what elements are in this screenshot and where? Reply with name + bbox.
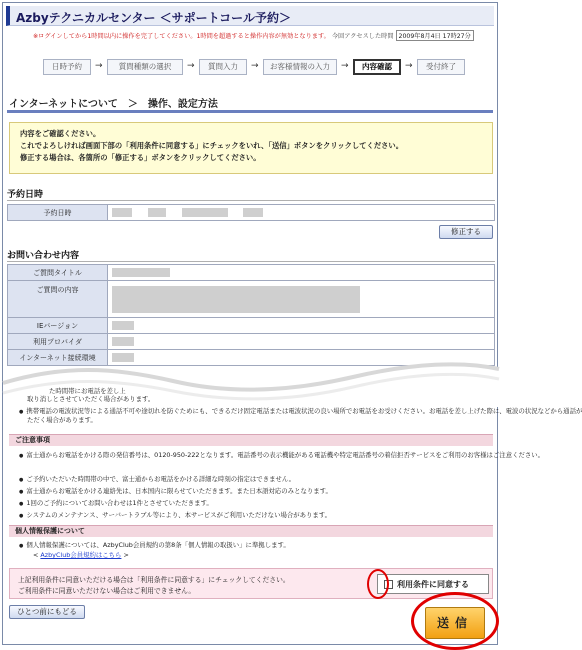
notes-heading: ご注意事項 xyxy=(9,434,493,446)
inquiry-heading: お問い合わせ内容 xyxy=(7,251,80,261)
redacted-value xyxy=(182,208,228,217)
inquiry-value-title xyxy=(108,265,495,281)
table-row xyxy=(8,281,495,318)
privacy-heading: 個人情報保護について xyxy=(9,525,493,537)
step-complete: 受付終了 xyxy=(417,59,465,75)
inquiry-table xyxy=(7,264,495,366)
table-row xyxy=(8,318,495,334)
confirm-line-1: 内容をご確認ください。 xyxy=(20,129,101,138)
note-item: ● 富士通からお電話をかける連絡先は、日本国内に限らせていただきます。また日本語対応のみとなります。 xyxy=(19,487,487,497)
inquiry-label-content: ご質問の内容 xyxy=(8,281,108,318)
terms-partial-line-1: た時間帯にお電話を差し上 xyxy=(49,387,126,395)
page-title: Azbyテクニカルセンター ＜サポートコール予約＞ xyxy=(16,11,291,25)
note-item: ● 1回のご予約についてお問い合わせは1件とさせていただきます。 xyxy=(19,499,487,509)
agreement-text-2: ご利用条件に同意いただけない場合はご利用できません。 xyxy=(18,587,196,595)
table-row xyxy=(8,265,495,281)
reservation-heading: 予約日時 xyxy=(7,190,44,200)
privacy-link-row: < AzbyClub会員規約はこちら > xyxy=(33,551,129,559)
inquiry-label-connection: インターネット接続環境 xyxy=(8,350,108,366)
redacted-value xyxy=(112,337,134,346)
agree-checkbox-label[interactable]: 利用条件に同意する xyxy=(397,580,469,589)
confirm-line-2: これでよろしければ画面下部の「利用条件に同意する」にチェックをいれ、「送信」ボタンをクリックしてください。 xyxy=(20,141,404,150)
confirm-instructions xyxy=(9,122,493,174)
step-question-type: 質問種類の選択 xyxy=(107,59,183,75)
terms-section xyxy=(9,387,582,566)
terms-partial-line-2: 取り消しとさせていただく場合があります。 xyxy=(27,395,155,403)
reservation-label: 予約日時 xyxy=(8,205,108,221)
table-row xyxy=(8,334,495,350)
inquiry-label-title: ご質問タイトル xyxy=(8,265,108,281)
redacted-value xyxy=(112,208,132,217)
page-frame xyxy=(2,2,582,645)
inquiry-divider xyxy=(7,261,495,262)
back-button[interactable]: ひとつ前にもどる xyxy=(9,605,85,619)
agree-checkbox-area[interactable] xyxy=(377,574,489,594)
last-access-value: 2009年8月4日 17時27分 xyxy=(396,30,474,41)
step-arrow-icon: → xyxy=(95,61,103,71)
session-notice xyxy=(33,30,493,41)
step-arrow-icon: → xyxy=(405,61,413,71)
inquiry-value-provider xyxy=(108,334,495,350)
inquiry-label-provider: 利用プロバイダ xyxy=(8,334,108,350)
step-question-input: 質問入力 xyxy=(199,59,247,75)
section-title: インターネットについて ＞ 操作、設定方法 xyxy=(9,99,218,110)
session-warning: ※ログインしてから1時間以内に操作を完了してください。1時間を超過すると操作内容が無効となります。 xyxy=(33,33,330,40)
step-confirm: 内容確認 xyxy=(353,59,401,75)
terms-mobile-note-tail: ただく場合があります。 xyxy=(27,416,97,424)
agreement-box xyxy=(9,568,493,599)
redacted-value xyxy=(243,208,263,217)
redacted-value xyxy=(112,286,360,313)
privacy-text: ● 個人情報保護については、AzbyClub会員規約の第8条「個人情報の取扱い」に準拠します。 xyxy=(19,541,487,551)
inquiry-value-ie xyxy=(108,318,495,334)
redacted-value xyxy=(112,268,170,277)
section-divider xyxy=(7,110,493,113)
last-access-label: 今回アクセスした時間 xyxy=(331,33,394,40)
inquiry-value-content xyxy=(108,281,495,318)
step-indicator xyxy=(3,49,499,85)
inquiry-label-ie: IEバージョン xyxy=(8,318,108,334)
edit-reservation-button[interactable]: 修正する xyxy=(439,225,493,239)
reservation-table xyxy=(7,204,495,221)
step-customer-info: お客様情報の入力 xyxy=(263,59,337,75)
agreement-text-1: 上記利用条件に同意いただける場合は「利用条件に同意する」にチェックしてください。 xyxy=(18,576,290,584)
reservation-value xyxy=(108,205,495,221)
table-row xyxy=(8,205,495,221)
page-header xyxy=(6,6,494,26)
member-terms-link[interactable]: AzbyClub会員規約はこちら xyxy=(40,551,122,559)
step-arrow-icon: → xyxy=(187,61,195,71)
highlight-circle-send xyxy=(411,592,499,650)
confirm-line-3: 修正する場合は、各箇所の「修正する」ボタンをクリックしてください。 xyxy=(20,153,261,162)
step-arrow-icon: → xyxy=(251,61,259,71)
step-datetime: 日時予約 xyxy=(43,59,91,75)
note-item: ● ご予約いただいた時間帯の中で、富士通からお電話をかける詳細な時刻の指定はできません。 xyxy=(19,475,487,485)
redacted-value xyxy=(112,321,134,330)
note-item: ● システムのメンテナンス、サーバートラブル等により、本サービスがご利用いただけない場合があります。 xyxy=(19,511,487,521)
step-arrow-icon: → xyxy=(341,61,349,71)
reservation-divider xyxy=(7,200,495,201)
terms-mobile-note: ● 携帯電話の電波状況等による通話不可や途切れを防ぐためにも、できるだけ固定電話または電波状況の良い場所でお電話をお受けください。お電話を差し上げた際に、電波の状況などから通話が xyxy=(19,407,487,417)
note-item: ● 富士通からお電話をかける際の発信番号は、0120-950-222となります。電話番号の表示機能がある電話機や特定電話番号の着信拒否サービスをご利用のお客様はご注意ください。 xyxy=(19,451,487,461)
send-button[interactable]: 送信 xyxy=(425,607,485,639)
highlight-circle-checkbox xyxy=(367,569,389,599)
redacted-value xyxy=(148,208,166,217)
